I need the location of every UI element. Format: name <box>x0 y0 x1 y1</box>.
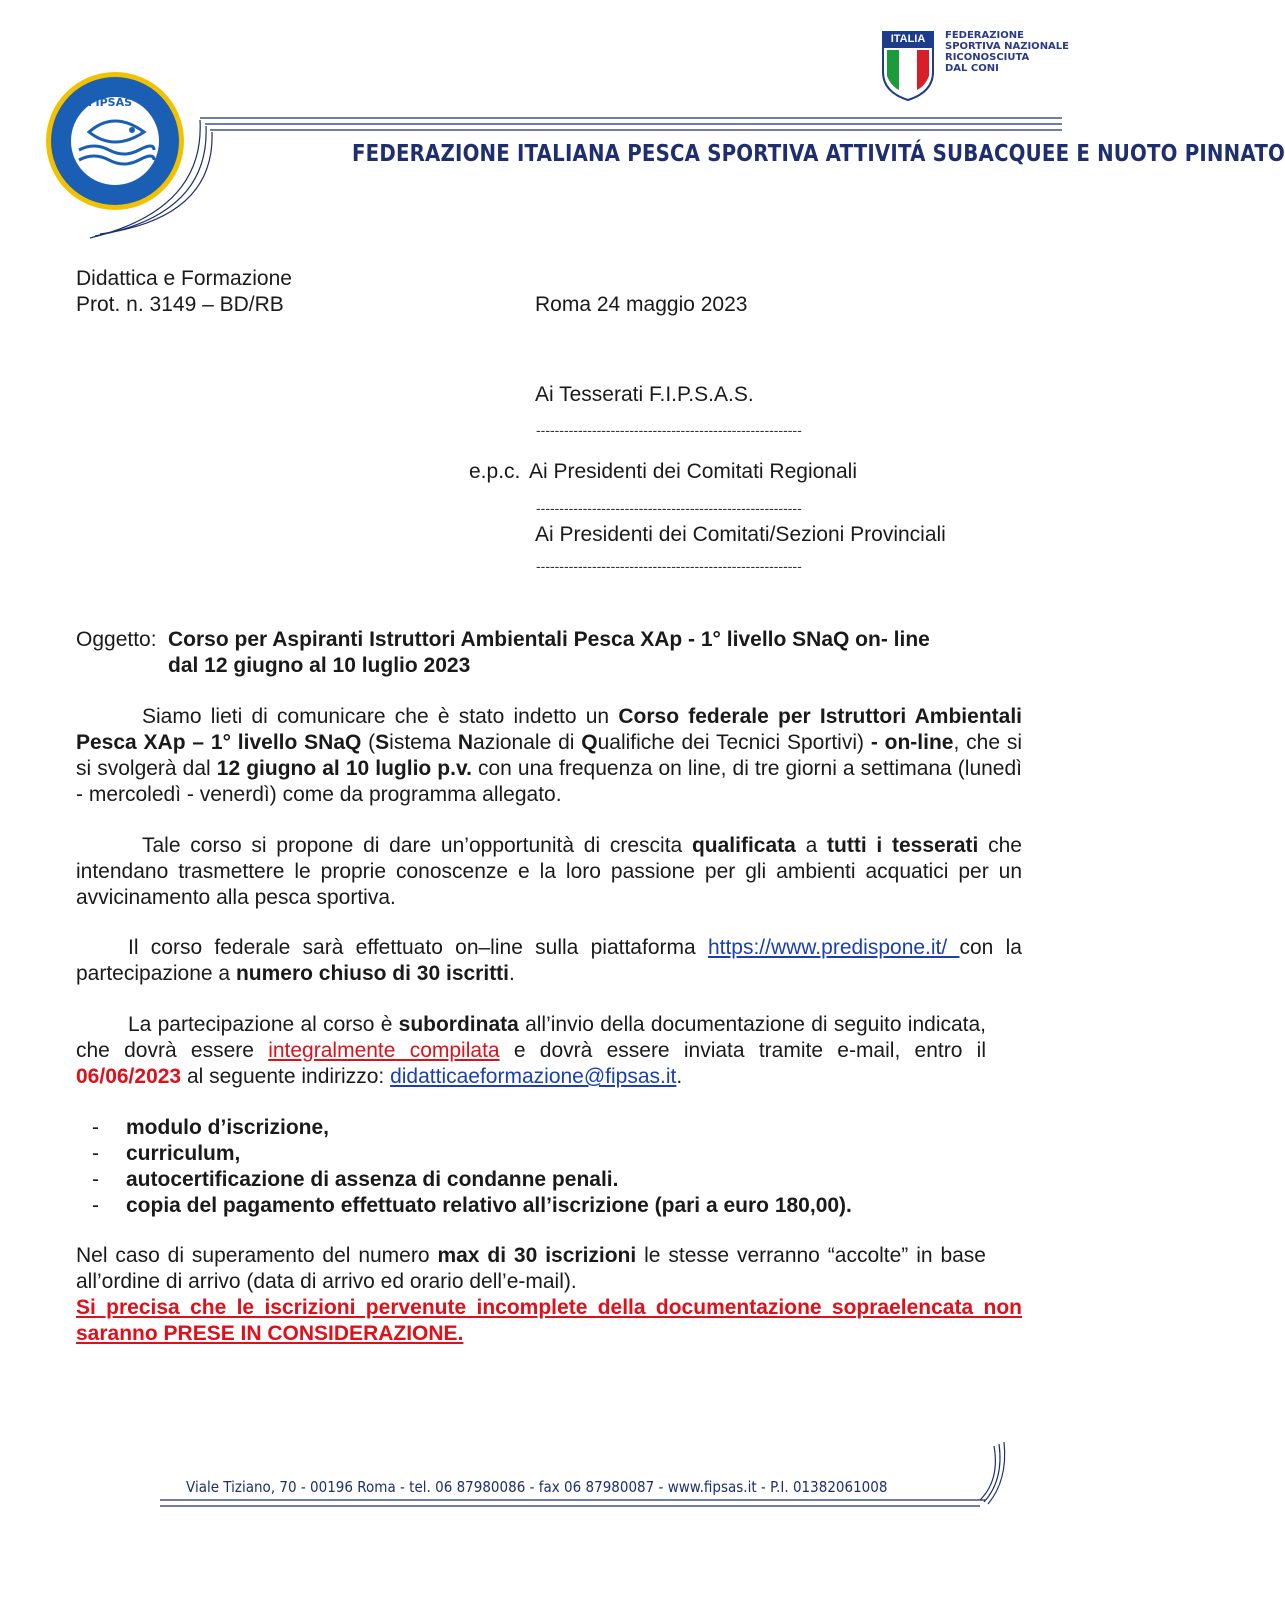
separator-2: --------------------------------------------------------- <box>536 500 802 516</box>
paragraph-platform: Il corso federale sarà effettuato on–line sulla piattaforma https://www.predispone.it/ con la partecipazione a numero chiuso di 30 iscritti. <box>76 936 1022 985</box>
platform-link[interactable]: https://www.predispone.it/ <box>707 936 960 959</box>
paragraph-purpose: Tale corso si propone di dare un’opportunità di crescita qualificata a tutti i tesserati che intendano trasmettere le proprie conoscenze e la loro passione per gli ambienti acquatici per un avvicinamento alla pesca sportiva. <box>76 834 1022 909</box>
separator-1: --------------------------------------------------------- <box>536 422 802 438</box>
office-name: Didattica e Formazione <box>76 267 292 290</box>
coni-line-1: FEDERAZIONE <box>945 30 1024 41</box>
protocol-number: Prot. n. 3149 – BD/RB <box>76 293 284 316</box>
coni-line-2: SPORTIVA NAZIONALE <box>945 41 1069 52</box>
list-item: - curriculum, <box>76 1141 1022 1167</box>
recipient-cc-2: Ai Presidenti dei Comitati/Sezioni Provinciali <box>535 523 946 546</box>
paragraph-limit: Nel caso di superamento del numero max di 30 iscrizioni le stesse verranno “accolte” in base all’ordine di arrivo (data di arrivo ed orario dell’e-mail). <box>76 1244 986 1293</box>
logo-center-text: FIPSAS <box>88 96 133 109</box>
place-date: Roma 24 maggio 2023 <box>535 293 748 316</box>
paragraph-requirements: La partecipazione al corso è subordinata all’invio della documentazione di seguito indicata, che dovrà essere integralmente compilata e dovrà essere inviata tramite e-mail, entro il 06/06/2023 al seguente indirizzo: didatticaeformazione@fipsas.it. <box>76 1013 987 1088</box>
coni-line-3: RICONOSCIUTA <box>945 52 1030 63</box>
subject-line-1: Corso per Aspiranti Istruttori Ambientali Pesca XAp - 1° livello SNaQ on- line <box>168 628 930 651</box>
federation-title: FEDERAZIONE ITALIANA PESCA SPORTIVA ATTIVITÁ SUBACQUEE E NUOTO PINNATO <box>352 141 1285 167</box>
list-item: - modulo d’iscrizione, <box>76 1115 1022 1141</box>
footer-rules <box>0 1430 1132 1520</box>
recipient-to: Ai Tesserati F.I.P.S.A.S. <box>535 383 754 406</box>
italia-badge-label: ITALIA <box>890 33 926 45</box>
separator-3: --------------------------------------------------------- <box>536 558 802 574</box>
header-rule-lines <box>0 0 1132 260</box>
warning-notice: Si precisa che le iscrizioni pervenute incomplete della documentazione sopraelencata non saranno PRESE IN CONSIDERAZIONE. <box>76 1296 1022 1345</box>
subject-line-2: dal 12 giugno al 10 luglio 2023 <box>168 654 471 677</box>
list-item: - autocertificazione di assenza di condanne penali. <box>76 1167 1022 1193</box>
subject-label: Oggetto: <box>76 628 157 651</box>
paragraph-announcement: Siamo lieti di comunicare che è stato indetto un Corso federale per Istruttori Ambientali Pesca XAp – 1° livello SNaQ (Sistema Nazionale di Qualifiche dei Tecnici Sportivi) - on-line, che si si svolgerà dal 12 giugno al 10 luglio p.v. con una frequenza on line, di tre giorni a settimana (lunedì - mercoledì - venerdì) come da programma allegato. <box>76 705 1023 806</box>
cc-prefix: e.p.c. <box>469 460 521 483</box>
email-link[interactable]: didatticaeformazione@fipsas.it <box>390 1065 677 1088</box>
footer-address: Viale Tiziano, 70 - 00196 Roma - tel. 06 87980086 - fax 06 87980087 - www.fipsas.it - P.I. 01382061008 <box>186 1478 888 1496</box>
documents-list <box>76 1115 1022 1219</box>
coni-line-4: DAL CONI <box>945 63 999 74</box>
recipient-cc-1: Ai Presidenti dei Comitati Regionali <box>529 460 857 483</box>
list-item: - copia del pagamento effettuato relativo all’iscrizione (pari a euro 180,00). <box>76 1193 1022 1219</box>
